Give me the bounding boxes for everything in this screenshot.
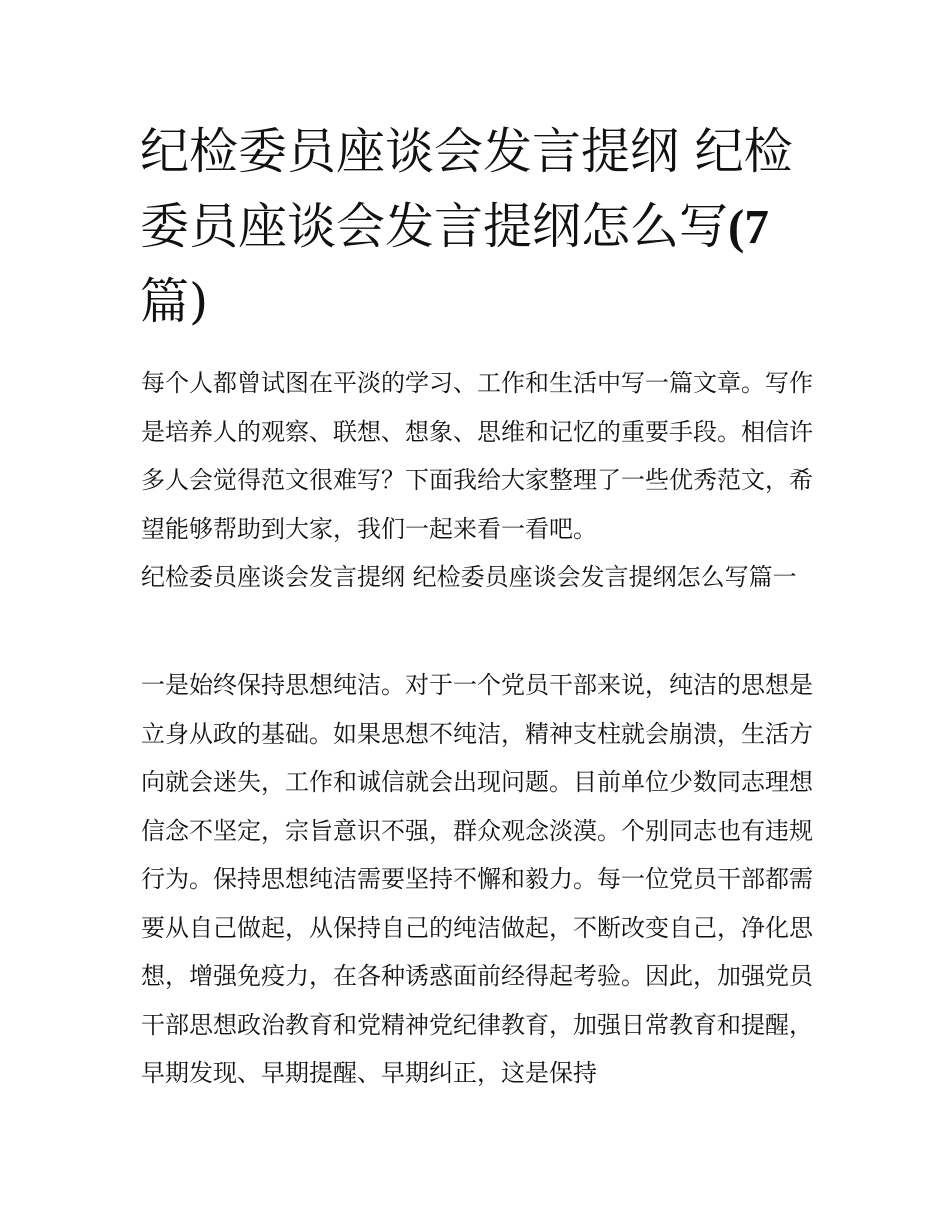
intro-paragraph: 每个人都曾试图在平淡的学习、工作和生活中写一篇文章。写作是培养人的观察、联想、想象、思维和记忆的重要手段。相信许多人会觉得范文很难写？下面我给大家整理了一些优秀范文，希望能够帮助到大家，我们一起来看一看吧。 <box>141 369 813 543</box>
title-chinese-text: 纪检委员座谈会发言提纲 纪检委员座谈会发言提纲怎么写 <box>140 123 793 255</box>
section-body-paragraph: 一是始终保持思想纯洁。对于一个党员干部来说，纯洁的思想是立身从政的基础。如果思想不纯洁，精神支柱就会崩溃，生活方向就会迷失，工作和诚信就会出现问题。目前单位少数同志理想信念不坚定，宗旨意识不强，群众观念淡漠。个别同志也有违规行为。保持思想纯洁需要坚持不懈和毅力。每一位党员干部都需要从自己做起，从保持自己的纯洁做起，不断改变自己，净化思想，增强免疫力，在各种诱惑面前经得起考验。因此，加强党员干部思想政治教育和党精神党纪律教育，加强日常教育和提醒，早期发现、早期提醒、早期纠正，这是保持 <box>141 671 813 1087</box>
document-title <box>140 114 820 339</box>
section-heading: 纪检委员座谈会发言提纲 纪检委员座谈会发言提纲怎么写篇一 <box>141 563 797 591</box>
title-count-suffix: (7 <box>728 199 769 254</box>
title-end-text: 篇) <box>140 273 209 330</box>
